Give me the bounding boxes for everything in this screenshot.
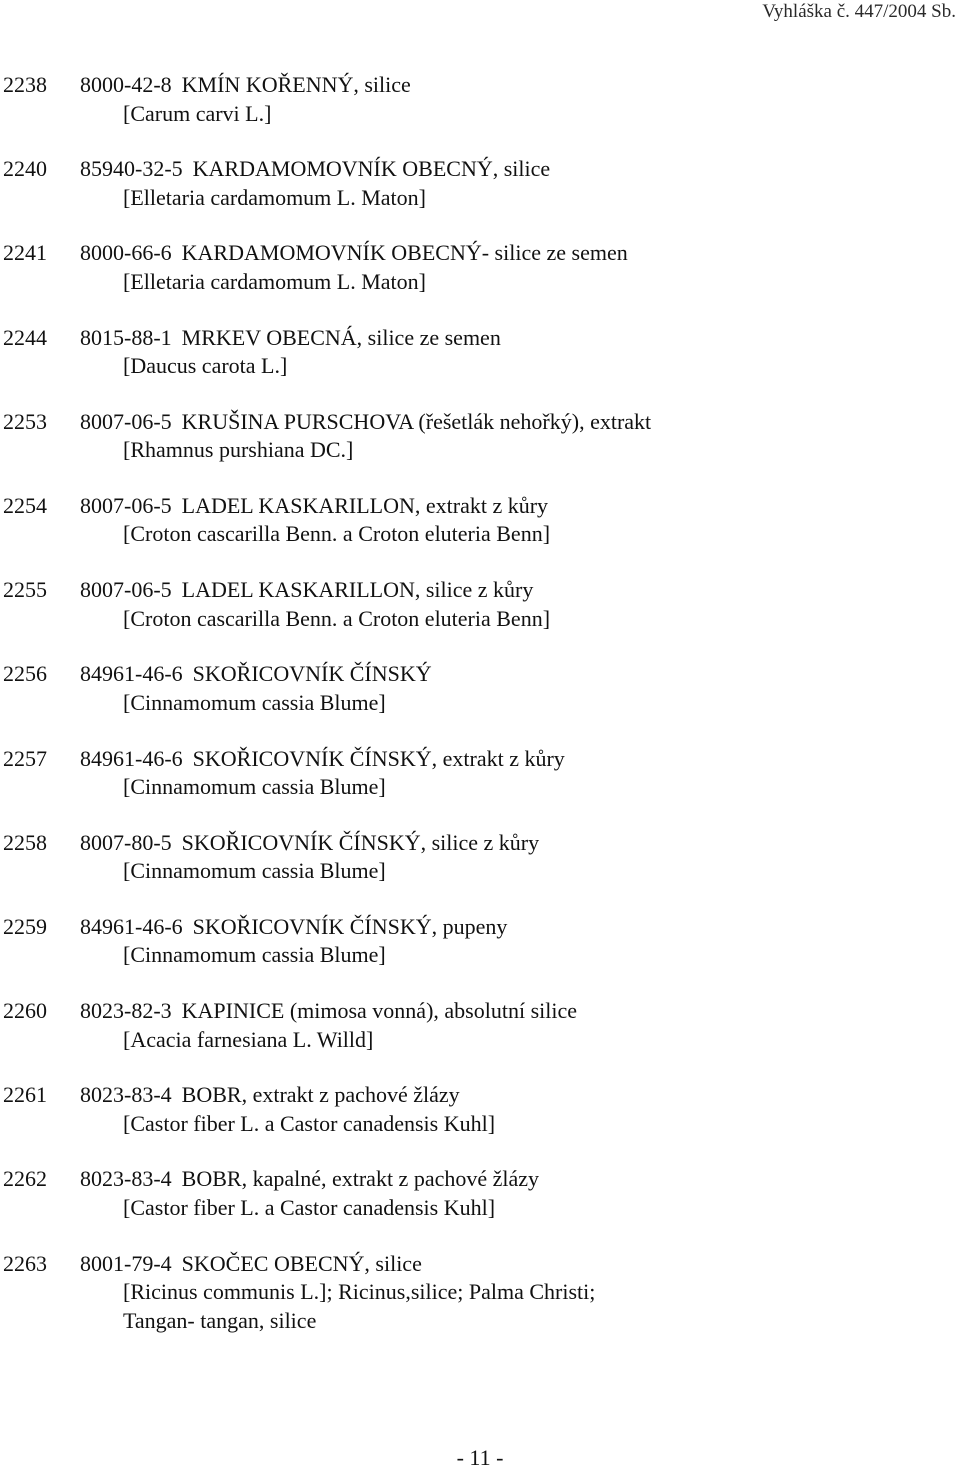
- entry-2260: [3, 997, 960, 1054]
- entry-cas-number: 8023-83-4: [80, 1082, 172, 1108]
- entry-2261: [3, 1081, 960, 1138]
- entry-number: 2263: [3, 1250, 47, 1276]
- page-number: - 11 -: [456, 1445, 504, 1470]
- entry-2255: [3, 576, 960, 633]
- entry-2253: [3, 408, 960, 465]
- entry-botanical-name: [Carum carvi L.]: [123, 100, 272, 126]
- entry-cas-number: 84961-46-6: [80, 913, 183, 939]
- entry-substance-name: LADEL KASKARILLON, silice z kůry: [181, 577, 534, 603]
- entry-2254: [3, 492, 960, 549]
- entry-line: [3, 492, 960, 521]
- entry-line: [3, 660, 960, 689]
- entry-botanical-name: [Acacia farnesiana L. Willd]: [123, 1026, 374, 1052]
- entry-number: 2244: [3, 324, 47, 350]
- entry-line: [3, 745, 960, 774]
- entry-botanical-name: [Cinnamomum cassia Blume]: [123, 689, 386, 715]
- entry-2240: [3, 155, 960, 212]
- entry-number: 2238: [3, 72, 47, 97]
- entry-number: 2240: [3, 156, 47, 182]
- entry-cas-number: 8023-83-4: [80, 1166, 172, 1192]
- entry-cas-number: 8007-06-5: [80, 577, 172, 603]
- entry-line: [3, 576, 960, 605]
- entry-number: 2241: [3, 240, 47, 266]
- entry-line: [3, 155, 960, 184]
- entry-substance-name: KAPINICE (mimosa vonná), absolutní silice: [181, 998, 577, 1024]
- entry-line: [3, 408, 960, 437]
- entry-number: 2253: [3, 408, 47, 434]
- entry-number: 2257: [3, 745, 47, 771]
- entry-substance-name: BOBR, extrakt z pachové žlázy: [181, 1082, 460, 1108]
- entry-2259: [3, 913, 960, 970]
- entry-substance-name: KARDAMOMOVNÍK OBECNÝ- silice ze semen: [181, 240, 628, 266]
- entry-2258: [3, 829, 960, 886]
- entry-2263: [3, 1250, 960, 1336]
- entry-2238: [3, 71, 960, 128]
- entry-2257: [3, 745, 960, 802]
- entry-botanical-name: [Cinnamomum cassia Blume]: [123, 942, 386, 968]
- entry-2256: [3, 660, 960, 717]
- entry-cas-number: 8023-82-3: [80, 998, 172, 1024]
- entry-botanical-name: [Ricinus communis L.]; Ricinus,silice; Palma Christi;: [123, 1279, 596, 1305]
- entry-cas-number: 85940-32-5: [80, 156, 183, 182]
- entry-botanical-name: [Elletaria cardamomum L. Maton]: [123, 268, 426, 294]
- entry-cas-number: 84961-46-6: [80, 661, 183, 687]
- entry-line: [3, 829, 960, 858]
- entry-cas-number: 8000-66-6: [80, 240, 172, 266]
- entry-synonyms: Tangan- tangan, silice: [123, 1307, 317, 1333]
- entry-substance-name: KARDAMOMOVNÍK OBECNÝ, silice: [192, 156, 551, 182]
- entry-list: [3, 71, 960, 1362]
- entry-2241: [3, 239, 960, 296]
- entry-substance-name: SKOŘICOVNÍK ČÍNSKÝ: [192, 661, 432, 687]
- entry-botanical-name: [Cinnamomum cassia Blume]: [123, 774, 386, 799]
- entry-botanical-name: [Croton cascarilla Benn. a Croton eluteria Benn]: [123, 605, 551, 631]
- entry-substance-name: KRUŠINA PURSCHOVA (řešetlák nehořký), extrakt: [181, 408, 652, 434]
- entry-substance-name: LADEL KASKARILLON, extrakt z kůry: [181, 492, 549, 518]
- page-header: Vyhláška č. 447/2004 Sb.: [762, 1, 956, 22]
- entry-substance-name: MRKEV OBECNÁ, silice ze semen: [181, 324, 501, 350]
- entry-number: 2255: [3, 577, 47, 603]
- entry-2262: [3, 1165, 960, 1222]
- entry-line: [3, 71, 960, 100]
- entry-number: 2262: [3, 1166, 47, 1192]
- entry-botanical-name: [Cinnamomum cassia Blume]: [123, 858, 386, 884]
- entry-botanical-name: [Daucus carota L.]: [123, 353, 288, 379]
- entry-number: 2260: [3, 998, 47, 1024]
- entry-number: 2256: [3, 661, 47, 687]
- entry-line: [3, 1081, 960, 1110]
- entry-line: [3, 1250, 960, 1279]
- entry-cas-number: 8000-42-8: [80, 72, 172, 97]
- entry-number: 2259: [3, 913, 47, 939]
- entry-2244: [3, 324, 960, 381]
- entry-botanical-name: [Rhamnus purshiana DC.]: [123, 437, 354, 463]
- entry-number: 2261: [3, 1082, 47, 1108]
- entry-cas-number: 8001-79-4: [80, 1250, 172, 1276]
- entry-number: 2258: [3, 829, 47, 855]
- entry-substance-name: KMÍN KOŘENNÝ, silice: [181, 72, 411, 97]
- entry-cas-number: 8007-80-5: [80, 829, 172, 855]
- entry-substance-name: BOBR, kapalné, extrakt z pachové žlázy: [181, 1166, 540, 1192]
- entry-botanical-name: [Elletaria cardamomum L. Maton]: [123, 184, 426, 210]
- entry-line: [3, 324, 960, 353]
- entry-botanical-name: [Croton cascarilla Benn. a Croton eluteria Benn]: [123, 521, 551, 547]
- entry-line: [3, 997, 960, 1026]
- entry-substance-name: SKOČEC OBECNÝ, silice: [181, 1250, 422, 1276]
- entry-substance-name: SKOŘICOVNÍK ČÍNSKÝ, pupeny: [192, 913, 508, 939]
- entry-cas-number: 8007-06-5: [80, 492, 172, 518]
- entry-number: 2254: [3, 492, 47, 518]
- entry-substance-name: SKOŘICOVNÍK ČÍNSKÝ, extrakt z kůry: [192, 745, 565, 771]
- entry-line: [3, 913, 960, 942]
- entry-botanical-name: [Castor fiber L. a Castor canadensis Kuhl]: [123, 1110, 496, 1136]
- entry-substance-name: SKOŘICOVNÍK ČÍNSKÝ, silice z kůry: [181, 829, 540, 855]
- entry-cas-number: 8015-88-1: [80, 324, 172, 350]
- entry-line: [3, 1165, 960, 1194]
- entry-botanical-name: [Castor fiber L. a Castor canadensis Kuhl]: [123, 1194, 496, 1220]
- entry-cas-number: 84961-46-6: [80, 745, 183, 771]
- entry-line: [3, 239, 960, 268]
- entry-cas-number: 8007-06-5: [80, 408, 172, 434]
